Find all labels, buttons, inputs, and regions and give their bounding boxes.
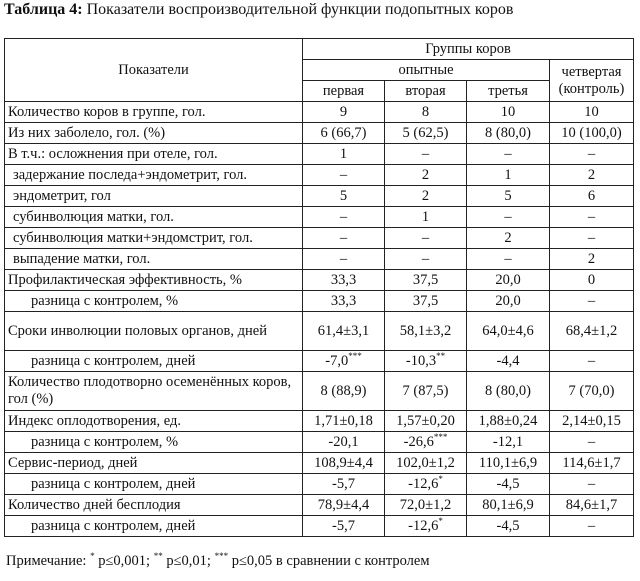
cell-value: 6 (66,7) — [320, 124, 367, 141]
row-value-group-3 — [467, 228, 550, 249]
row-value-group-1 — [303, 351, 385, 372]
header-experimental: опытные — [303, 60, 550, 81]
row-value-group-4 — [550, 432, 634, 453]
row-value-group-2 — [385, 312, 467, 351]
table-row — [5, 186, 634, 207]
cell-value: -10,3 — [405, 352, 437, 369]
row-label: Профилактическая эффективность, % — [5, 270, 303, 291]
cell-value: -12,1 — [492, 433, 524, 450]
cell-value: 80,1±6,9 — [482, 496, 534, 513]
row-label: эндометрит, гол — [5, 186, 303, 207]
cell-value: 1,57±0,20 — [396, 412, 455, 429]
row-value-group-4 — [550, 372, 634, 411]
cell-value: 5 — [339, 187, 348, 204]
table-row — [5, 474, 634, 495]
cell-value: -4,4 — [496, 352, 520, 369]
cell-value: 1 — [421, 208, 430, 225]
cell-value: 84,6±1,7 — [565, 496, 618, 513]
row-value-group-3 — [467, 372, 550, 411]
header-group-3: третья — [467, 81, 550, 102]
row-value-group-1 — [303, 249, 385, 270]
row-value-group-3 — [467, 249, 550, 270]
table-row — [5, 351, 634, 372]
cell-value: -5,7 — [332, 517, 355, 534]
row-value-group-3 — [467, 474, 550, 495]
cell-value: 7 (70,0) — [568, 382, 615, 399]
row-value-group-3 — [467, 516, 550, 537]
row-value-group-2 — [385, 207, 467, 228]
header-g4-line2: (контроль) — [558, 80, 625, 97]
row-label: Из них заболело, гол. (%) — [5, 123, 303, 144]
cell-value: 0 — [587, 271, 596, 288]
cell-value: – — [587, 352, 596, 369]
note-text-2: p≤0,01; — [162, 553, 215, 569]
table-row — [5, 165, 634, 186]
cell-value: 1,71±0,18 — [314, 412, 373, 429]
row-value-group-3 — [467, 270, 550, 291]
row-value-group-2 — [385, 291, 467, 312]
row-value-group-3 — [467, 102, 550, 123]
row-value-group-3 — [467, 351, 550, 372]
cell-value: 33,3 — [330, 292, 357, 309]
cell-value: – — [339, 250, 348, 267]
cell-value: -7,0 — [325, 352, 349, 369]
row-value-group-2 — [385, 495, 467, 516]
row-value-group-1 — [303, 432, 385, 453]
row-value-group-3 — [467, 495, 550, 516]
row-label: Количество дней бесплодия — [5, 495, 303, 516]
header-group-4 — [550, 60, 634, 102]
cell-value: 61,4±3,1 — [317, 322, 370, 339]
cell-value: – — [421, 250, 430, 267]
row-label: Количество коров в группе, гол. — [5, 102, 303, 123]
row-label: разница с контролем, дней — [5, 474, 303, 495]
cell-value: – — [504, 145, 512, 162]
cell-value: – — [339, 208, 348, 225]
cell-value: 8 — [421, 103, 430, 120]
cell-value: 1 — [504, 166, 512, 183]
cell-value: 10 — [584, 103, 599, 120]
table-row — [5, 453, 634, 474]
row-value-group-2 — [385, 351, 467, 372]
cell-value: -5,7 — [332, 475, 355, 492]
row-value-group-1 — [303, 186, 385, 207]
cell-value: – — [421, 229, 430, 246]
cell-value: 7 (87,5) — [402, 382, 449, 399]
significance-mark: * — [438, 515, 443, 526]
header-group-1: первая — [303, 81, 385, 102]
row-value-group-2 — [385, 270, 467, 291]
cell-value: -26,6 — [403, 433, 434, 450]
row-value-group-4 — [550, 207, 634, 228]
caption-text: Показатели воспроизводительной функции подопытных коров — [86, 1, 514, 18]
cell-value: – — [421, 145, 430, 162]
row-value-group-2 — [385, 144, 467, 165]
cell-value: 114,6±1,7 — [562, 454, 621, 471]
table-row — [5, 228, 634, 249]
cell-value: 5 — [504, 187, 512, 204]
cell-value: 64,0±4,6 — [482, 322, 534, 339]
row-label: разница с контролем, % — [5, 291, 303, 312]
row-value-group-4 — [550, 102, 634, 123]
cell-value: 78,9±4,4 — [317, 496, 370, 513]
row-value-group-3 — [467, 165, 550, 186]
cell-value: 6 — [587, 187, 596, 204]
data-table — [4, 38, 634, 537]
cell-value: – — [587, 433, 596, 450]
cell-value: -20,1 — [328, 433, 359, 450]
row-value-group-1 — [303, 516, 385, 537]
cell-value: 10 (100,0) — [561, 124, 622, 141]
row-value-group-3 — [467, 144, 550, 165]
row-label: Количество плодотворно осеменённых коров, гол (%) — [5, 372, 303, 411]
header-groups: Группы коров — [303, 39, 634, 60]
row-label: выпадение матки, гол. — [5, 249, 303, 270]
cell-value: 10 — [500, 103, 516, 120]
row-value-group-3 — [467, 312, 550, 351]
cell-value: 58,1±3,2 — [399, 322, 452, 339]
table-row — [5, 411, 634, 432]
note-text-3: p≤0,05 в сравнении с контролем — [228, 553, 430, 569]
cell-value: 1,88±0,24 — [478, 412, 538, 429]
row-value-group-4 — [550, 249, 634, 270]
cell-value: 20,0 — [495, 292, 521, 309]
header-g4-line1: четвертая — [561, 63, 622, 80]
cell-value: – — [587, 208, 596, 225]
significance-mark: ** — [436, 350, 446, 361]
cell-value: 2 — [587, 250, 596, 267]
table-caption — [4, 0, 513, 20]
note-sup-2: ** — [153, 551, 163, 561]
cell-value: – — [504, 250, 512, 267]
cell-value: 2 — [421, 166, 430, 183]
table-row — [5, 270, 634, 291]
row-value-group-4 — [550, 270, 634, 291]
row-label: задержание последа+эндометрит, гол. — [5, 165, 303, 186]
row-value-group-2 — [385, 474, 467, 495]
cell-value: – — [587, 292, 596, 309]
cell-value: 2 — [421, 187, 430, 204]
cell-value: 37,5 — [412, 271, 439, 288]
cell-value: 33,3 — [330, 271, 357, 288]
significance-mark: * — [438, 473, 443, 484]
row-label: разница с контролем, дней — [5, 516, 303, 537]
row-value-group-1 — [303, 291, 385, 312]
row-value-group-2 — [385, 102, 467, 123]
row-value-group-2 — [385, 228, 467, 249]
table-row — [5, 207, 634, 228]
row-value-group-4 — [550, 228, 634, 249]
header-group-2: вторая — [385, 81, 467, 102]
cell-value: – — [504, 208, 512, 225]
table-row — [5, 516, 634, 537]
row-value-group-1 — [303, 270, 385, 291]
table-row — [5, 432, 634, 453]
row-value-group-4 — [550, 453, 634, 474]
cell-value: – — [339, 229, 348, 246]
cell-value: 2,14±0,15 — [562, 412, 621, 429]
cell-value: – — [339, 166, 348, 183]
row-value-group-2 — [385, 372, 467, 411]
note-text-1: p≤0,001; — [94, 553, 154, 569]
row-value-group-1 — [303, 102, 385, 123]
significance-mark: *** — [433, 431, 448, 442]
row-value-group-4 — [550, 351, 634, 372]
row-label: разница с контролем, дней — [5, 351, 303, 372]
table-row — [5, 312, 634, 351]
cell-value: 8 (80,0) — [485, 124, 531, 141]
row-label: разница с контролем, % — [5, 432, 303, 453]
row-label: В т.ч.: осложнения при отеле, гол. — [5, 144, 303, 165]
row-label: Сервис-период, дней — [5, 453, 303, 474]
row-label: субинволюция матки, гол. — [5, 207, 303, 228]
row-value-group-1 — [303, 372, 385, 411]
cell-value: 110,1±6,9 — [478, 454, 538, 471]
row-value-group-2 — [385, 411, 467, 432]
row-label: Индекс оплодотворения, ед. — [5, 411, 303, 432]
cell-value: 37,5 — [412, 292, 439, 309]
row-value-group-4 — [550, 312, 634, 351]
note-prefix: Примечание: — [6, 553, 87, 569]
row-value-group-1 — [303, 228, 385, 249]
cell-value: -4,5 — [496, 517, 520, 534]
row-value-group-1 — [303, 453, 385, 474]
row-value-group-4 — [550, 516, 634, 537]
row-value-group-4 — [550, 186, 634, 207]
cell-value: 2 — [504, 229, 512, 246]
cell-value: 102,0±1,2 — [396, 454, 455, 471]
note-sup-3: *** — [214, 551, 229, 561]
row-value-group-1 — [303, 411, 385, 432]
significance-mark: *** — [348, 350, 362, 361]
row-value-group-1 — [303, 144, 385, 165]
table-row — [5, 495, 634, 516]
cell-value: 8 (80,0) — [485, 382, 531, 399]
cell-value: 68,4±1,2 — [565, 322, 618, 339]
row-value-group-3 — [467, 186, 550, 207]
cell-value: 108,9±4,4 — [314, 454, 373, 471]
cell-value: 20,0 — [495, 271, 521, 288]
row-value-group-2 — [385, 453, 467, 474]
row-value-group-4 — [550, 123, 634, 144]
row-value-group-1 — [303, 165, 385, 186]
row-value-group-4 — [550, 165, 634, 186]
row-value-group-4 — [550, 144, 634, 165]
footnote — [6, 553, 430, 570]
row-value-group-2 — [385, 165, 467, 186]
cell-value: 5 (62,5) — [402, 124, 449, 141]
cell-value: 1 — [339, 145, 348, 162]
cell-value: 2 — [587, 166, 596, 183]
row-value-group-2 — [385, 123, 467, 144]
row-value-group-4 — [550, 291, 634, 312]
table-row — [5, 102, 634, 123]
cell-value: – — [587, 145, 596, 162]
row-value-group-4 — [550, 495, 634, 516]
table-row — [5, 291, 634, 312]
row-value-group-1 — [303, 207, 385, 228]
cell-value: 8 (88,9) — [320, 382, 367, 399]
row-value-group-3 — [467, 411, 550, 432]
cell-value: -12,6 — [408, 517, 439, 534]
row-value-group-3 — [467, 123, 550, 144]
note-sup-1: * — [90, 551, 95, 561]
row-value-group-3 — [467, 207, 550, 228]
row-value-group-1 — [303, 312, 385, 351]
table-row — [5, 372, 634, 411]
row-value-group-3 — [467, 432, 550, 453]
cell-value: – — [587, 517, 596, 534]
row-label: субинволюция матки+эндомстрит, гол. — [5, 228, 303, 249]
row-value-group-4 — [550, 474, 634, 495]
row-value-group-2 — [385, 516, 467, 537]
row-value-group-2 — [385, 432, 467, 453]
cell-value: -12,6 — [408, 475, 439, 492]
cell-value: – — [587, 475, 596, 492]
cell-value: -4,5 — [496, 475, 520, 492]
row-value-group-1 — [303, 495, 385, 516]
row-value-group-2 — [385, 249, 467, 270]
table-row — [5, 123, 634, 144]
row-value-group-1 — [303, 474, 385, 495]
table-row — [5, 144, 634, 165]
row-value-group-3 — [467, 291, 550, 312]
caption-label: Таблица 4: — [4, 1, 83, 18]
header-indicators: Показатели — [5, 39, 303, 102]
cell-value: 9 — [339, 103, 348, 120]
row-value-group-4 — [550, 411, 634, 432]
row-value-group-3 — [467, 453, 550, 474]
row-value-group-2 — [385, 186, 467, 207]
table-row — [5, 249, 634, 270]
cell-value: – — [587, 229, 596, 246]
row-label: Сроки инволюции половых органов, дней — [5, 312, 303, 351]
cell-value: 72,0±1,2 — [399, 496, 452, 513]
row-value-group-1 — [303, 123, 385, 144]
